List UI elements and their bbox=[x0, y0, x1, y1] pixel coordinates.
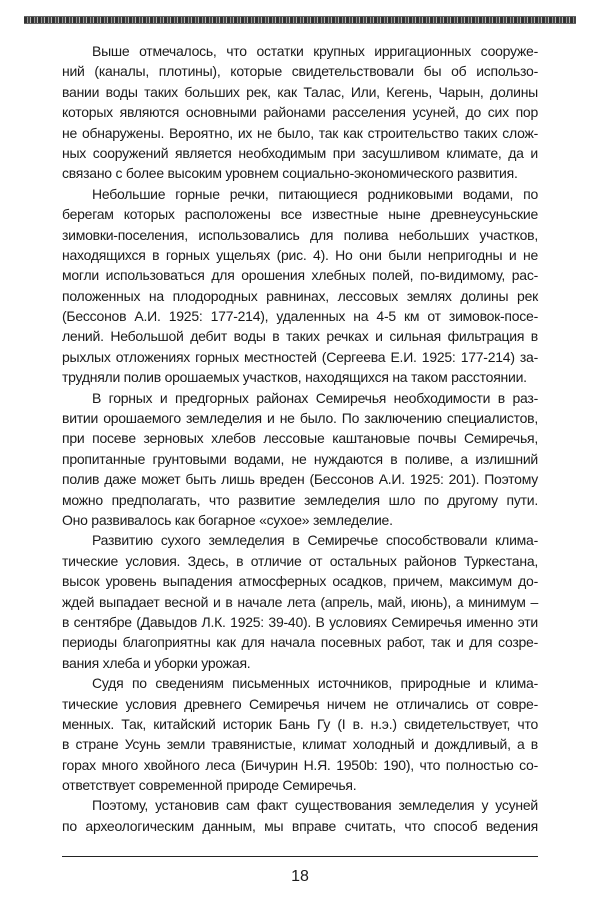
text-line: полив даже может быть лишь вреден (Бессонов А.И. 1925: 201). Поэтому bbox=[62, 471, 538, 488]
text-line: можно предполагать, что развитие земледелия шло по другому пути. bbox=[62, 491, 538, 508]
text-line: Оно развивалось как богарное «сухое» земледелие. bbox=[62, 511, 393, 528]
text-line: Выше отмечалось, что остатки крупных ирригационных сооруже- bbox=[92, 43, 538, 59]
text-line: Поэтому, установив сам факт существования земледелия у усуней bbox=[92, 797, 538, 814]
text-line: при посеве зерновых хлебов лессовые каштановые почвы Семиречья, bbox=[62, 430, 538, 447]
footer-rule bbox=[62, 856, 538, 857]
paragraph bbox=[62, 795, 538, 836]
text-line: горах много хвойного леса (Бичурин Н.Я. 1950b: 190), что полностью со- bbox=[62, 756, 538, 773]
paragraph bbox=[62, 41, 538, 184]
text-line: зимовки-поселения, использовались для полива небольших участков, bbox=[62, 226, 538, 243]
text-line: лений. Небольшой дебит воды в таких речках и сильная фильтрация в bbox=[62, 328, 538, 345]
text-line: находящихся в горных ущельях (рис. 4). Но они были непригодны и не bbox=[62, 246, 538, 263]
text-line: ных сооружений является необходимым при засушливом климате, да и bbox=[62, 144, 538, 161]
header-ornament bbox=[24, 16, 576, 24]
text-line: берегам которых расположены все известные ныне древнеусуньские bbox=[62, 206, 538, 223]
text-line: высок уровень выпадения атмосферных осадков, причем, максимум до- bbox=[62, 573, 538, 590]
text-line: положенных на плодородных равнинах, лессовых землях долины рек bbox=[62, 287, 538, 304]
text-line: могли использоваться для орошения хлебных полей, по-видимому, рас- bbox=[62, 267, 538, 284]
text-line: вании воды таких больших рек, как Талас, Или, Кегень, Чарын, долины bbox=[62, 83, 538, 100]
text-line: вания хлеба и уборки урожая. bbox=[62, 654, 251, 671]
paragraph bbox=[62, 530, 538, 673]
text-line: ответствует современной природе Семиречья. bbox=[62, 777, 357, 794]
text-line: в стране Усунь земли травянистые, климат холодный и дождливый, а в bbox=[62, 736, 538, 753]
text-line: в сентябре (Давыдов Л.К. 1925: 39-40). В условиях Семиречья именно эти bbox=[62, 613, 538, 630]
paragraph bbox=[62, 673, 538, 795]
text-line: витии орошаемого земледелия и не было. По заключению специалистов, bbox=[62, 410, 538, 427]
page-number: 18 bbox=[291, 868, 309, 885]
text-line: по археологическим данным, мы вправе считать, что способ ведения bbox=[62, 817, 538, 834]
body-text bbox=[62, 41, 538, 836]
text-line: Небольшие горные речки, питающиеся родниковыми водами, по bbox=[92, 185, 538, 202]
text-line: которых являются основными районами расселения усуней, до сих пор bbox=[62, 104, 538, 121]
text-line: пропитанные грунтовыми водами, не нуждаются в поливе, а излишний bbox=[62, 450, 538, 467]
text-line: не обнаружены. Вероятно, их не было, так как строительство таких слож- bbox=[62, 124, 538, 141]
text-line: периоды благоприятны как для начала посевных работ, так и для созре- bbox=[62, 634, 538, 651]
text-line: Судя по сведениям письменных источников, природные и клима- bbox=[92, 675, 538, 692]
text-line: трудняли полив орошаемых участков, находящихся на таком расстоянии. bbox=[62, 369, 527, 386]
text-line: ний (каналы, плотины), которые свидетельствовали бы об использо- bbox=[62, 63, 538, 80]
text-line: (Бессонов А.И. 1925: 177-214), удаленных на 4-5 км от зимовок-посе- bbox=[62, 308, 538, 325]
paragraph bbox=[62, 184, 538, 388]
text-line: В горных и предгорных районах Семиречья необходимости в раз- bbox=[92, 389, 538, 406]
text-line: менных. Так, китайский историк Бань Гу (I в. н.э.) свидетельствует, что bbox=[62, 715, 538, 732]
text-line: тические условия древнего Семиречья ничем не отличались от совре- bbox=[62, 695, 538, 712]
text-line: Развитию сухого земледелия в Семиречье способствовали клима- bbox=[92, 532, 538, 549]
text-line: тические условия. Здесь, в отличие от остальных районов Туркестана, bbox=[62, 552, 538, 569]
text-line: связано с более высоким уровнем социально-экономического развития. bbox=[62, 165, 518, 182]
text-line: ждей выпадает весной и в начале лета (апрель, май, июнь), а минимум – bbox=[62, 593, 538, 610]
paragraph bbox=[62, 388, 538, 531]
text-line: рыхлых отложениях горных местностей (Сергеева Е.И. 1925: 177-214) за- bbox=[62, 348, 538, 365]
